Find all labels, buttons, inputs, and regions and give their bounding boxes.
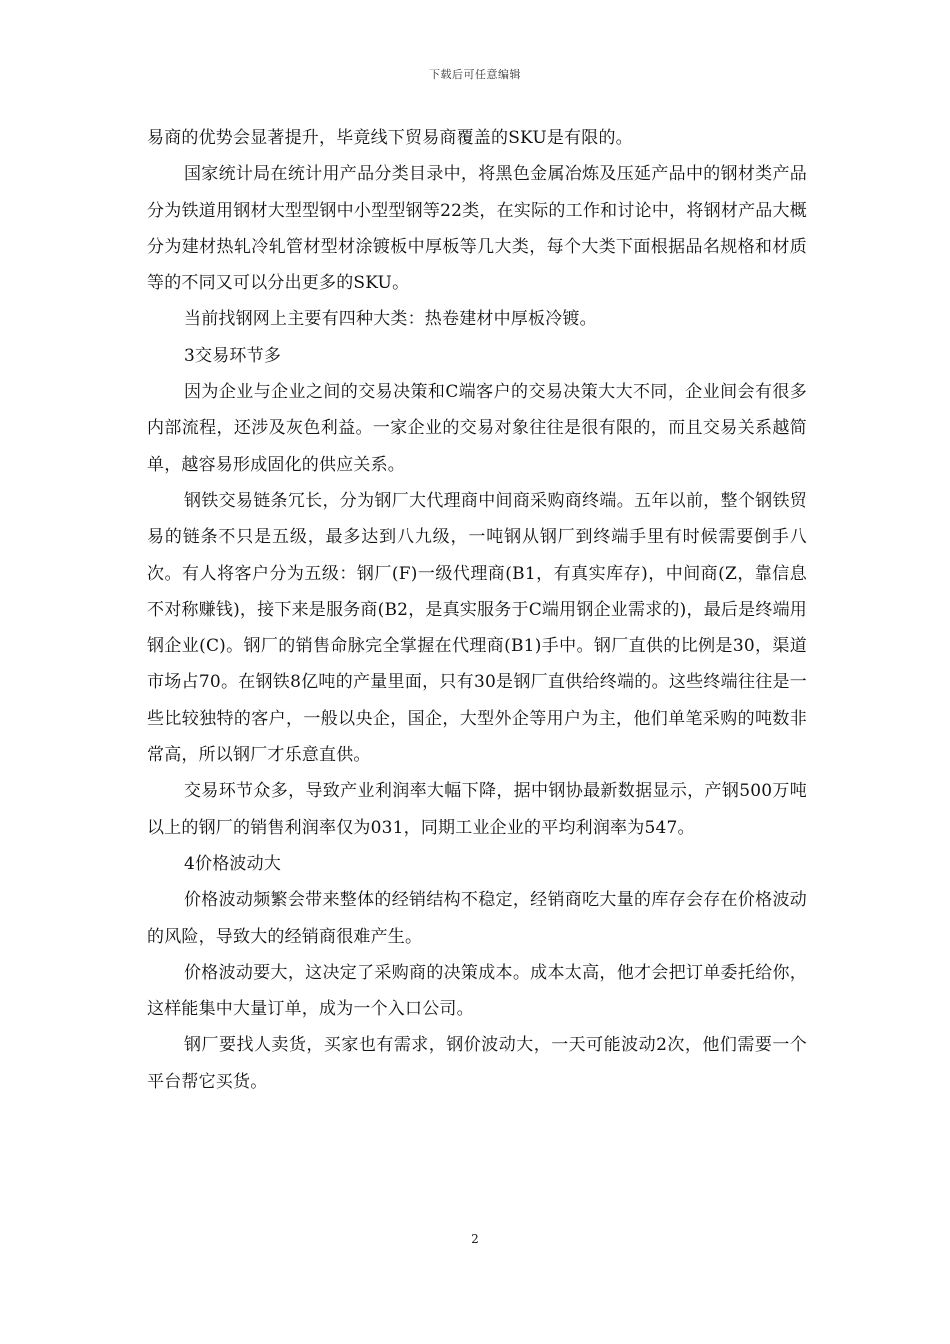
paragraph: 易商的优势会显著提升，毕竟线下贸易商覆盖的SKU是有限的。 <box>147 128 633 148</box>
page-header: 下载后可任意编辑 <box>429 68 521 81</box>
paragraph: 价格波动要大，这决定了采购商的决策成本。成本太高，他才会把订单委托给你，这样能集中大量订单，成为一个入口公司。 <box>147 962 807 1020</box>
paragraph: 当前找钢网上主要有四种大类：热卷建材中厚板冷镀。 <box>184 309 597 330</box>
paragraph: 价格波动频繁会带来整体的经销结构不稳定，经销商吃大量的库存会存在价格波动的风险，导致大的经销商很难产生。 <box>147 890 807 947</box>
paragraph: 因为企业与企业之间的交易决策和C端客户的交易决策大大不同，企业间会有很多内部流程，还涉及灰色利益。一家企业的交易对象往往是很有限的，而且交易关系越简单，越容易形成固化的供应关系。 <box>147 382 807 475</box>
paragraph: 钢厂要找人卖货，买家也有需求，钢价波动大，一天可能波动2次，他们需要一个平台帮它买货。 <box>147 1035 807 1092</box>
section-heading: 4价格波动大 <box>184 853 282 874</box>
paragraph: 交易环节众多，导致产业利润率大幅下降，据中钢协最新数据显示，产钢500万吨以上的钢厂的销售利润率仅为031，同期工业企业的平均利润率为547。 <box>147 781 807 838</box>
section-heading: 3交易环节多 <box>184 345 282 366</box>
paragraph: 国家统计局在统计用产品分类目录中，将黑色金属冶炼及压延产品中的钢材类产品分为铁道用钢材大型型钢中小型型钢等22类，在实际的工作和讨论中，将钢材产品大概分为建材热轧冷轧管材型材涂镀板中厚板等几大类，每个大类下面根据品名规格和材质等的不同又可以分出更多的SKU。 <box>147 164 807 294</box>
paragraph: 钢铁交易链条冗长，分为钢厂大代理商中间商采购商终端。五年以前，整个钢铁贸易的链条不只是五级，最多达到八九级，一吨钢从钢厂到终端手里有时候需要倒手八次。有人将客户分为五级：钢厂(F)一级代理商(B1，有真实库存)，中间商(Z，靠信息不对称赚钱)，接下来是服务商(B2，是真实服务于C端用钢企业需求的)，最后是终端用钢企业(C)。钢厂的销售命脉完全掌握在代理商(B1)手中。钢厂直供的比例是30，渠道市场占70。在钢铁8亿吨的产量里面，只有30是钢厂直供给终端的。这些终端往往是一些比较独特的客户，一般以央企，国企，大型外企等用户为主，他们单笔采购的吨数非常高，所以钢厂才乐意直供。 <box>147 490 807 766</box>
document-body <box>147 120 807 1100</box>
page-number: 2 <box>471 1232 479 1246</box>
